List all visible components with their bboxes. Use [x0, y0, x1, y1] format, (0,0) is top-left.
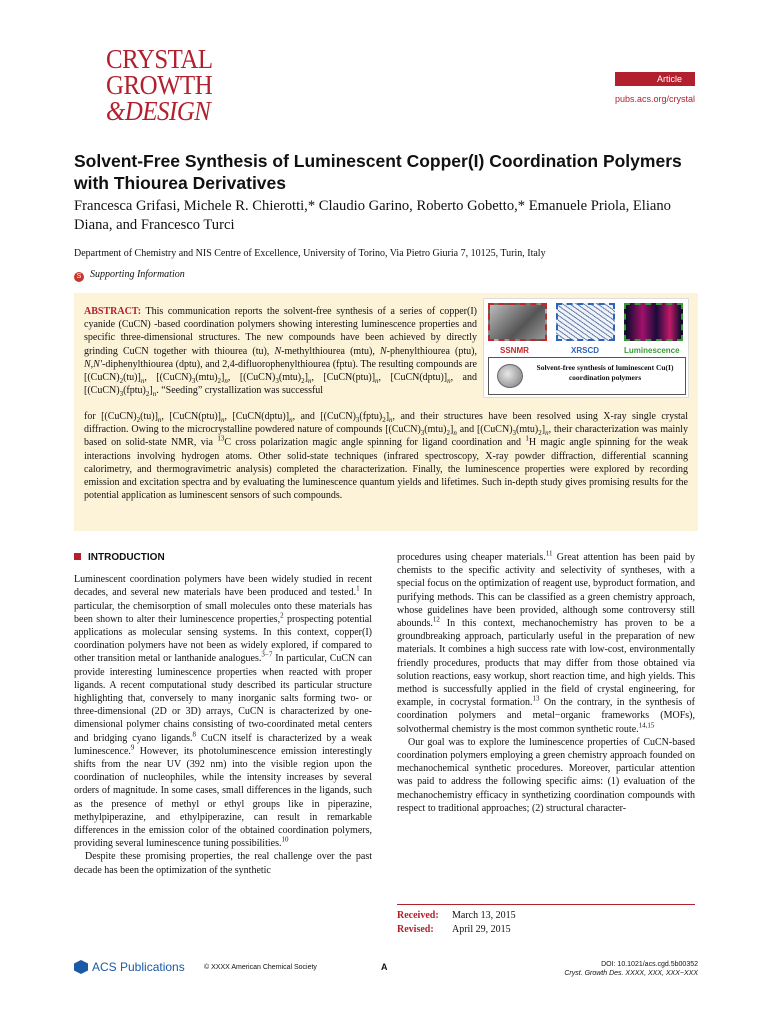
toc-label-luminescence: Luminescence — [624, 346, 680, 355]
intro-paragraph-2: Despite these promising properties, the real challenge over the past decade has been the optimization of the synthetic — [74, 851, 372, 876]
received-date — [397, 909, 695, 923]
introduction-heading — [74, 551, 372, 564]
intro-paragraph-4: Our goal was to explore the luminescence properties of CuCN-based coordination polymers employing a green chemistry approach founded on mechanochemical synthetic procedures. Moreover, particular attention was paid to address the following specific aims: (1) evaluation of the mechanochemistry efficacy in synthetizing coordination compounds with respect to traditional approaches; (2) structural character- — [397, 736, 695, 814]
introduction-heading-text: INTRODUCTION — [88, 552, 165, 563]
xrscd-panel — [556, 303, 615, 341]
logo-line-2: GROWTH — [106, 70, 213, 100]
ssnmr-panel — [488, 303, 547, 341]
citation-line: Cryst. Growth Des. XXXX, XXX, XXX−XXX — [564, 970, 698, 977]
article-type-badge: Article — [615, 72, 695, 86]
doi-link[interactable]: DOI: 10.1021/acs.cgd.5b00352 — [601, 961, 698, 968]
left-column — [74, 551, 372, 877]
acs-publications-logo[interactable] — [74, 960, 185, 974]
received-label: Received: — [397, 910, 439, 921]
journal-url-link[interactable]: pubs.acs.org/crystal — [614, 94, 695, 104]
supporting-info-label: Supporting Information — [90, 269, 185, 280]
toc-label-xrscd: XRSCD — [571, 346, 600, 355]
toc-caption-text: Solvent-free synthesis of luminescent Cu(I) coordination polymers — [536, 363, 674, 382]
logo-line-3: &DESIGN — [106, 96, 211, 126]
mortar-icon — [497, 364, 523, 388]
luminescence-panel — [624, 303, 683, 341]
author-list: Francesca Grifasi, Michele R. Chierotti,* Claudio Garino, Roberto Gobetto,* Emanuele Priola, Eliano Diana, and Francesco Turci — [74, 198, 671, 233]
abstract-text-lower: for $[(CuCN)_2(tu)]_n$, $[CuCN(ptu)]_n$, $[CuCN(dptu)]_n$, and $[(CuCN)_3(fptu)_2]_n$, and their structures have been resolved using X-ray single crystal diffraction. Owing to the microcrystalline powdered nature of compounds $[(CuCN)_3(mtu)_2]_n$ and $[(CuCN)_3(mtu)_2]_n$, their characterization was mainly based on solid-state NMR, via $^{13}$C cross polarization magic angle spinning for ligand coordination and $^1$H magic angle spinning for the weak interactions involving hydrogen atoms. Other solid-state techniques (infrared spectroscopy, X-ray powder diffraction, differential scanning calorimetry, and thermogravimetric analysis) completed the characterization. Finally, the luminescence properties were explored by recording emission and excitation spectra and by evaluating the luminescence quantum yields and lifetimes. Such in-depth study gives promising results for the potential application as luminescent sensors of such compounds. — [84, 411, 689, 502]
doi-block — [564, 960, 698, 978]
intro-paragraph-1: Luminescent coordination polymers have been widely studied in recent decades, and several new materials have been produced and tested.$^1$ In particular, the chemisorption of small molecules onto these materials has been shown to alter their luminescence properties,$^2$ prospecting potential applications as molecular sensing systems. In this context, copper(I) coordination polymers have not been as widely explored, if compared to other transition metal or lanthanide analogues.$^{3-7}$ In particular, CuCN can provide interesting luminescence properties when reacted with proper ligands. A recent computational study described its particular structure highlighting that, conversely to many inorganic salts forming two- or three-dimensional (2D or 3D) arrays, CuCN is characterized by one-dimensional polymer chains consisting of two-coordinated metal centers and bridging cyano ligands.$^8$ CuCN itself is characterized by a weak luminescence.$^9$ However, its photoluminescence emission interestingly shifts from the near UV (392 nm) into the visible region upon the coordination of nucleophiles, while the intensity increases by several orders of magnitude. In some cases, small differences in the ligands, such as the presence of methyl or ethyl groups like in piperazine, methylpiperazine, and ethylpiperazine, can result in remarkable differences in the emission color of the obtained coordination polymers, providing several luminescence tuning possibilities.$^{10}$ — [74, 574, 372, 850]
revised-value: April 29, 2015 — [452, 924, 511, 935]
abstract-text-upper: ABSTRACT: This communication reports the solvent-free synthesis of a series of copper(I) cyanide (CuCN) -based coordination polymers showing interesting luminescence properties and specific three-dimensional structures. The new compounds have been achieved by directly grinding CuCN together with thiourea (tu), N-methylthiourea (mtu), N-phenylthiourea (ptu), N,N′-diphenylthiourea (dptu), and 2,4-difluorophenylthiourea (fptu). The resulting compounds are $[(CuCN)_2(tu)]_n$, $[(CuCN)_3(mtu)_2]_n$, $[(CuCN)_3(mtu)_2]_n$, $[CuCN(ptu)]_n$, $[CuCN(dptu)]_n$, and $[(CuCN)_3(fptu)_2]_n$. “Seeding” crystallization was successful — [84, 306, 477, 399]
toc-caption — [488, 357, 686, 395]
page-number: A — [381, 962, 388, 972]
toc-label-ssnmr: SSNMR — [500, 346, 529, 355]
copyright-notice: © XXXX American Chemical Society — [204, 964, 317, 971]
revised-label: Revised: — [397, 924, 434, 935]
abstract-label: ABSTRACT: — [84, 306, 142, 317]
paper-title: Solvent-Free Synthesis of Luminescent Copper(I) Coordination Polymers with Thiourea Derivatives — [74, 151, 682, 193]
page-footer — [74, 958, 698, 988]
received-value: March 13, 2015 — [452, 910, 516, 921]
acs-hexagon-icon — [74, 960, 88, 974]
intro-paragraph-3: procedures using cheaper materials.$^{11}$ Great attention has been paid by chemists to the specific activity and selectivity of syntheses, with a special focus on the optimization of reagent use, byproduct formation, and purifying methods. This can be classified as a green chemistry approach, whose guidelines have been provided, although some controversy still abounds.$^{12}$ In this context, mechanochemistry has proven to be a groundbreaking approach, particularly useful in the preparation of new materials. It combines a high success rate with low-cost, environmentally friendly procedures, products that may differ from those obtained via solution reactions, easy workup, short reaction time, and high yields. This method is successfully applied in the field of crystal engineering, for example, in cocrystal formation.$^{13}$ On the contrary, in the synthesis of coordination polymers and metal−organic frameworks (MOFs), solvothermal chemistry is the most common synthetic route.$^{14,15}$ — [397, 549, 696, 735]
acs-publisher-name: ACS Publications — [92, 960, 185, 974]
supporting-info-icon: S — [74, 272, 84, 282]
supporting-information-link[interactable] — [74, 268, 185, 282]
journal-logo — [106, 46, 276, 124]
right-column — [397, 551, 695, 815]
publication-dates — [397, 904, 695, 937]
logo-line-1: CRYSTAL — [106, 44, 213, 74]
toc-graphic — [483, 298, 689, 398]
affiliation: Department of Chemistry and NIS Centre of Excellence, University of Torino, Via Pietro Giuria 7, 10125, Turin, Italy — [74, 248, 546, 259]
section-marker-icon — [74, 553, 81, 560]
revised-date — [397, 923, 695, 937]
